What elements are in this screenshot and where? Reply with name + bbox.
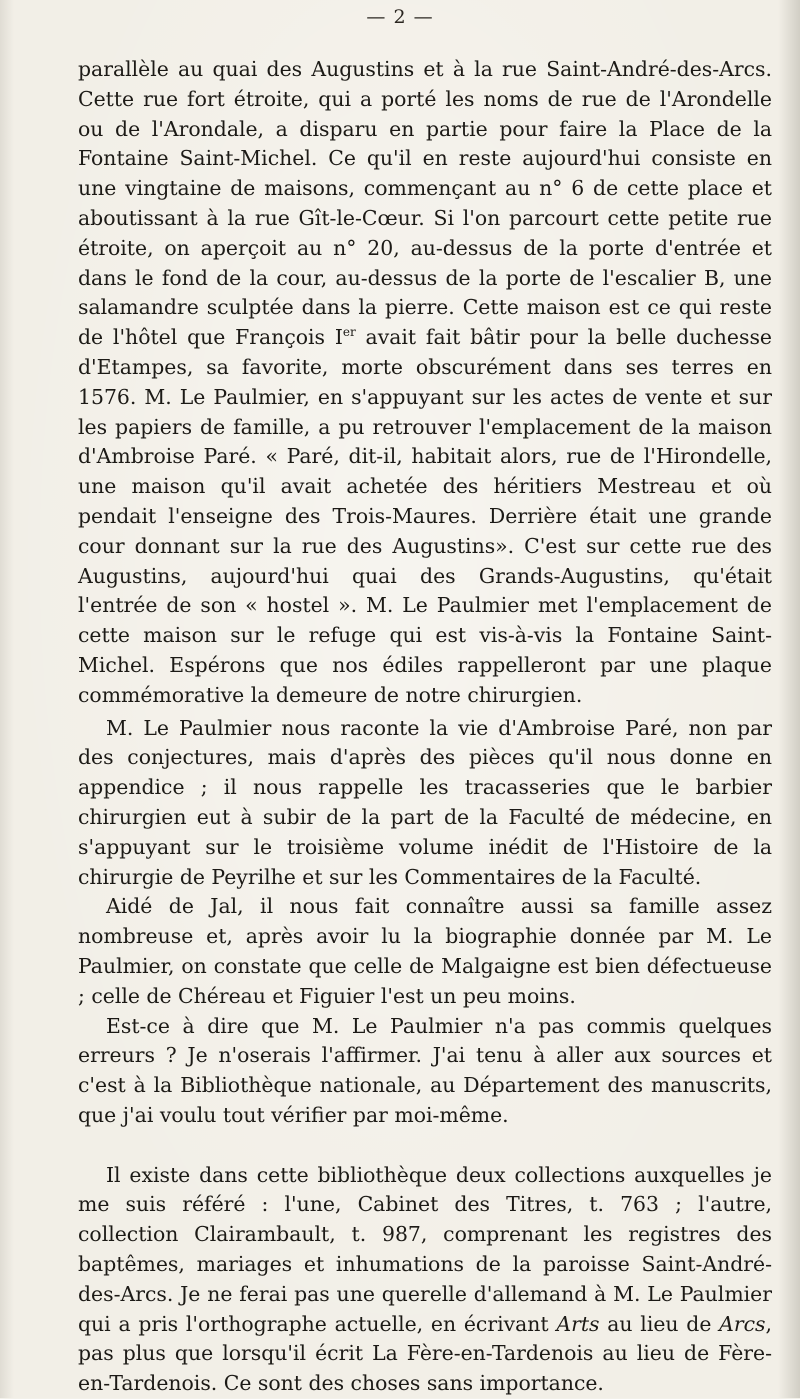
paragraph-4: Est-ce à dire que M. Le Paulmier n'a pas commis quelques erreurs ? Je n'oserais l'affirmer. J'ai tenu à aller aux sources et c'est à la Bibliothèque nationale, au Département des manuscrits, que j'ai voulu tout vérifier par moi-même. [78, 1013, 772, 1127]
body-text [78, 55, 772, 1399]
paragraph-1: parallèle au quai des Augustins et à la rue Saint-André-des-Arcs. Cette rue fort étroite, qui a porté les noms de rue de l'Arondelle ou de l'Arondale, a disparu en partie pour faire la Place de la Fontaine Saint-Michel. Ce qu'il en reste aujourd'hui consiste en une vingtaine de maisons, commençant au n° 6 de cette place et aboutissant à la rue Gît-le-Cœur. Si l'on parcourt cette petite rue étroite, on aperçoit au n° 20, au-dessus de la porte d'entrée et dans le fond de la cour, au-dessus de la porte de l'escalier B, une salamandre sculptée dans la pierre. Cette maison est ce qui reste de l'hôtel que François Ier avait fait bâtir pour la belle duchesse d'Etampes, sa favorite, morte obscurément dans ses terres en 1576. M. Le Paulmier, en s'appuyant sur les actes de vente et sur les papiers de famille, a pu retrouver l'emplacement de la maison d'Ambroise Paré. « Paré, dit-il, habitait alors, rue de l'Hirondelle, une maison qu'il avait achetée des héritiers Mestreau et où pendait l'enseigne des Trois-Maures. Derrière était une grande cour donnant sur la rue des Augustins». C'est sur cette rue des Augustins, aujourd'hui quai des Grands-Augustins, qu'était l'entrée de son « hostel ». M. Le Paulmier met l'emplacement de cette maison sur le refuge qui est vis-à-vis la Fontaine Saint-Michel. Espérons que nos édiles rappelleront par une plaque commémorative la demeure de notre chirurgien. [78, 57, 772, 707]
right-edge-shadow [778, 0, 800, 1398]
paragraph-5: Il existe dans cette bibliothèque deux collections auxquelles je me suis référé : l'une, Cabinet des Titres, t. 763 ; l'autre, collection Clairambault, t. 987, comprenant les registres des baptêmes, mariages et inhumations de la paroisse Saint-André-des-Arcs. Je ne ferai pas une querelle d'allemand à M. Le Paulmier qui a pris l'orthographe actuelle, en écrivant Arts au lieu de Arcs, pas plus que lorsqu'il écrit La Fère-en-Tardenois au lieu de Fère-en-Tardenois. Ce sont des choses sans importance. [78, 1162, 772, 1396]
paragraph-2: M. Le Paulmier nous raconte la vie d'Ambroise Paré, non par des conjectures, mais d'après des pièces qu'il nous donne en appendice ; il nous rappelle les tracasseries que le barbier chirurgien eut à subir de la part de la Faculté de médecine, en s'appuyant sur le troisième volume inédit de l'Histoire de la chirurgie de Peyrilhe et sur les Commentaires de la Faculté. [78, 715, 772, 889]
paragraph-3: Aidé de Jal, il nous fait connaître aussi sa famille assez nombreuse et, après avoir lu la biographie donnée par M. Le Paulmier, on constate que celle de Malgaigne est bien défectueuse ; celle de Chéreau et Figuier l'est un peu moins. [78, 894, 772, 1008]
left-edge-shadow [0, 0, 14, 1398]
page-number: — 2 — [366, 6, 434, 28]
